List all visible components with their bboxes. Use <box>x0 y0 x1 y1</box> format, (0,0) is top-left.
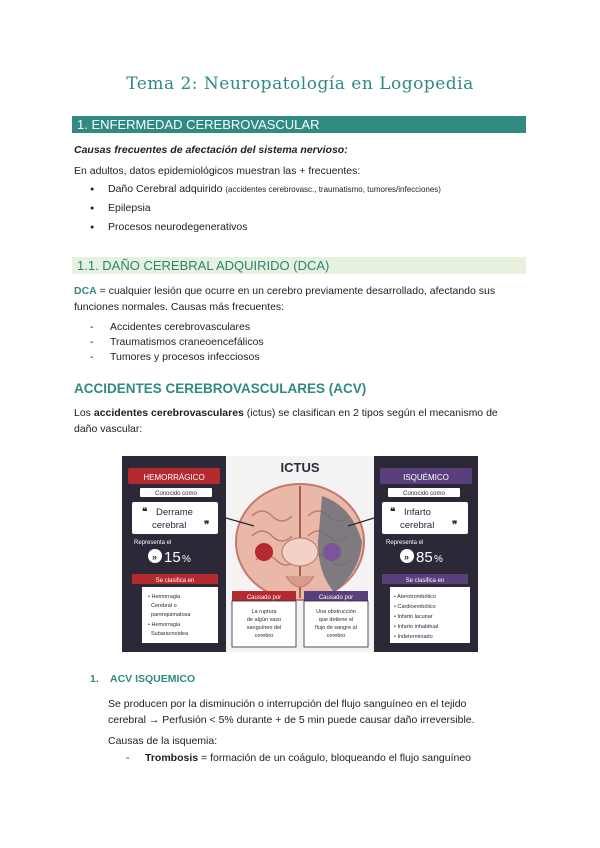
svg-text:Cerebral o: Cerebral o <box>151 603 177 609</box>
list-item-note: (accidentes cerebrovasc., traumatismo, tumores/infecciones) <box>225 185 441 194</box>
svg-text:• Aterotrombótico: • Aterotrombótico <box>394 594 436 600</box>
svg-text:Una obstrucción: Una obstrucción <box>316 609 356 615</box>
svg-text:»: » <box>404 552 410 562</box>
document-title: Tema 2: Neuropatología en Logopedia <box>126 74 474 94</box>
ictus-infographic-svg <box>122 456 478 652</box>
svg-text:• Hemorragia: • Hemorragia <box>148 594 181 600</box>
svg-text:cerebro: cerebro <box>326 633 346 639</box>
section-1-heading: 1. ENFERMEDAD CEREBROVASCULAR <box>72 116 526 133</box>
svg-text:Se clasifica en: Se clasifica en <box>405 578 445 584</box>
list-item: - Tumores y procesos infecciosos <box>90 350 264 365</box>
acv-isquemico-heading: 1. ACV ISQUEMICO <box>90 673 196 685</box>
svg-text:❝: ❝ <box>142 507 148 518</box>
acv-heading: ACCIDENTES CEREBROVASCULARES (ACV) <box>74 381 367 396</box>
svg-text:❞: ❞ <box>452 520 458 531</box>
section-1-subheading: Causas frecuentes de afectación del sistema nervioso: <box>74 144 348 156</box>
section-1-bullet-list <box>90 180 441 237</box>
svg-text:»: » <box>152 552 158 562</box>
ictus-title: ICTUS <box>280 460 320 475</box>
svg-text:flujo de sangre al: flujo de sangre al <box>315 625 357 631</box>
svg-text:que detiene el: que detiene el <box>318 617 354 623</box>
hemorrhage-spot <box>255 543 273 561</box>
svg-text:Representa el: Representa el <box>386 540 424 546</box>
svg-text:❞: ❞ <box>204 520 210 531</box>
section-1-intro: En adultos, datos epidemiológicos muestran las + frecuentes: <box>74 165 361 177</box>
svg-text:Representa el: Representa el <box>134 540 172 546</box>
svg-text:• Cardioembólico: • Cardioembólico <box>394 604 436 610</box>
svg-text:La ruptura: La ruptura <box>251 609 277 615</box>
acv-isquemico-paragraph: Se producen por la disminución o interrupción del flujo sanguíneo en el tejido cerebral → Perfusión < 5% durante + de 5 min puede causar daño irreversible. <box>108 698 475 726</box>
ischemic-label: ISQUÉMICO <box>403 473 449 482</box>
svg-text:cerebral: cerebral <box>400 520 435 531</box>
svg-text:• Hemorragia: • Hemorragia <box>148 622 181 628</box>
dca-causes-list <box>90 320 264 365</box>
list-item: - Trombosis = formación de un coágulo, bloqueando el flujo sanguíneo <box>126 752 471 764</box>
svg-text:Subaracnoidea: Subaracnoidea <box>151 631 189 637</box>
svg-text:• Indeterminado: • Indeterminado <box>394 634 433 640</box>
svg-text:Derrame: Derrame <box>156 507 193 518</box>
svg-text:cerebral: cerebral <box>152 520 187 531</box>
list-item: ● Epilepsia <box>90 199 441 218</box>
svg-text:Conocido como: Conocido como <box>403 491 445 497</box>
svg-text:❝: ❝ <box>390 507 396 518</box>
ischemia-causes-label: Causas de la isquemia: <box>108 735 218 747</box>
svg-text:Se clasifica en: Se clasifica en <box>155 578 195 584</box>
dca-definition: DCA = cualquier lesión que ocurre en un cerebro previamente desarrollado, afectando sus funciones normales. Causas más frecuentes: <box>74 285 496 313</box>
hemorrhagic-percent: 15 <box>164 549 181 566</box>
svg-text:cerebro: cerebro <box>254 633 274 639</box>
list-item: - Traumatismos craneoencefálicos <box>90 335 264 350</box>
ischemic-percent: 85 <box>416 549 433 566</box>
svg-text:parenquimatosa: parenquimatosa <box>151 612 191 618</box>
ischemia-spot <box>323 543 341 561</box>
svg-text:Conocido como: Conocido como <box>155 491 197 497</box>
svg-text:• Infarto inhabitual: • Infarto inhabitual <box>394 624 439 630</box>
hemorrhagic-label: HEMORRÁGICO <box>143 473 205 482</box>
list-item: - Accidentes cerebrovasculares <box>90 320 264 335</box>
dca-term: DCA <box>74 285 97 297</box>
list-item: ● Daño Cerebral adquirido (accidentes cerebrovasc., traumatismo, tumores/infecciones) <box>90 180 441 199</box>
svg-text:• Infarto lacunar: • Infarto lacunar <box>394 614 433 620</box>
svg-text:de algún vaso: de algún vaso <box>246 617 282 623</box>
svg-text:%: % <box>182 554 191 565</box>
svg-text:Causado por: Causado por <box>318 595 354 601</box>
acv-paragraph: Los accidentes cerebrovasculares (ictus) se clasifican en 2 tipos según el mecanismo de daño vascular: <box>74 407 498 435</box>
ictus-infographic <box>122 456 478 652</box>
svg-text:%: % <box>434 554 443 565</box>
svg-text:Causado por: Causado por <box>246 595 282 601</box>
svg-text:sanguíneo del: sanguíneo del <box>246 625 282 631</box>
section-1-1-heading: 1.1. DAÑO CEREBRAL ADQUIRIDO (DCA) <box>72 257 526 274</box>
list-item: ● Procesos neurodegenerativos <box>90 218 441 237</box>
svg-text:Infarto: Infarto <box>404 507 431 518</box>
ischemia-causes-list <box>126 752 471 764</box>
